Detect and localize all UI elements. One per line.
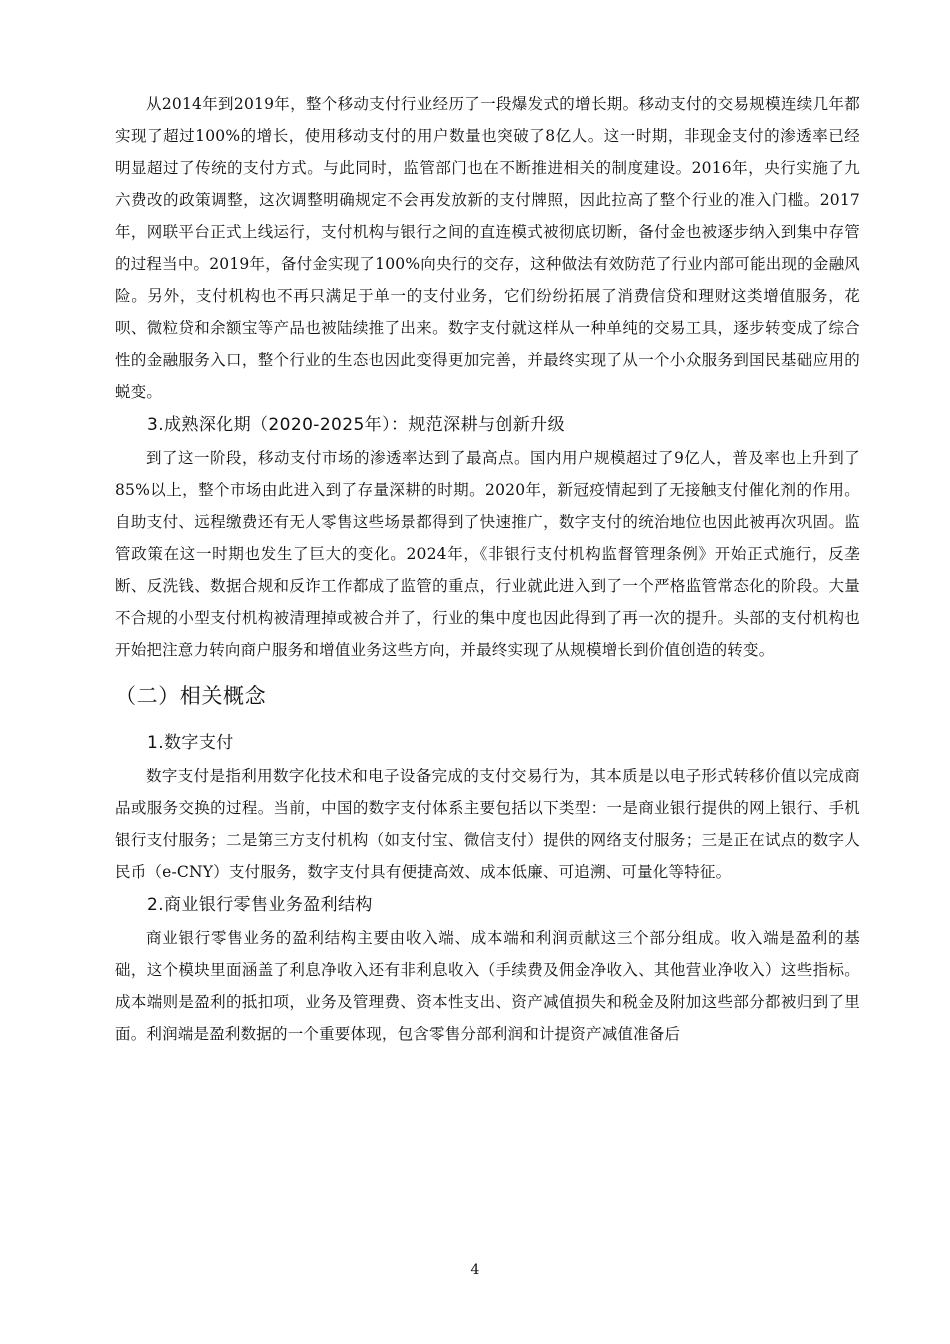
paragraph-growth-period: 从2014年到2019年，整个移动支付行业经历了一段爆发式的增长期。移动支付的交易规模连续几年都实现了超过100%的增长，使用移动支付的用户数量也突破了8亿人。这一时期，非现金支付的渗透率已经明显超过了传统的支付方式。与此同时，监管部门也在不断推进相关的制度建设。2016年，央行实施了九六费改的政策调整，这次调整明确规定不会再发放新的支付牌照，因此拉高了整个行业的准入门槛。2017年，网联平台正式上线运行，支付机构与银行之间的直连模式被彻底切断，备付金也被逐步纳入到集中存管的过程当中。2019年，备付金实现了100%向央行的交存，这种做法有效防范了行业内部可能出现的金融风险。另外，支付机构也不再只满足于单一的支付业务，它们纷纷拓展了消费信贷和理财这类增值服务，花呗、微粒贷和余额宝等产品也被陆续推了出来。数字支付就这样从一种单纯的交易工具，逐步转变成了综合性的金融服务入口，整个行业的生态也因此变得更加完善，并最终实现了从一个小众服务到国民基础应用的蜕变。 (115, 95, 860, 401)
paragraph-digital-payment: 数字支付是指利用数字化技术和电子设备完成的支付交易行为，其本质是以电子形式转移价值以完成商品或服务交换的过程。当前，中国的数字支付体系主要包括以下类型：一是商业银行提供的网上银行、手机银行支付服务；二是第三方支付机构（如支付宝、微信支付）提供的网络支付服务；三是正在试点的数字人民币（e-CNY）支付服务，数字支付具有便捷高效、成本低廉、可追溯、可量化等特征。 (115, 767, 860, 881)
page-number: 4 (470, 1262, 480, 1278)
paragraph-retail-profit-structure: 商业银行零售业务的盈利结构主要由收入端、成本端和利润贡献这三个部分组成。收入端是盈利的基础，这个模块里面涵盖了利息净收入还有非利息收入（手续费及佣金净收入、其他营业净收入）这些指标。成本端则是盈利的抵扣项，业务及管理费、资本性支出、资产减值损失和税金及附加这些部分都被归到了里面。利润端是盈利数据的一个重要体现，包含零售分部利润和计提资产减值准备后 (115, 929, 860, 1043)
heading-retail-profit-structure: 2.商业银行零售业务盈利结构 (147, 895, 373, 915)
section-heading-related-concepts: （二）相关概念 (115, 684, 267, 708)
heading-digital-payment: 1.数字支付 (147, 733, 234, 753)
heading-maturity-stage: 3.成熟深化期（2020-2025年）：规范深耕与创新升级 (147, 415, 565, 435)
paragraph-maturity-stage: 到了这一阶段，移动支付市场的渗透率达到了最高点。国内用户规模超过了9亿人，普及率也上升到了85%以上，整个市场由此进入到了存量深耕的时期。2020年，新冠疫情起到了无接触支付催化剂的作用。自助支付、远程缴费还有无人零售这些场景都得到了快速推广，数字支付的统治地位也因此被再次巩固。监管政策在这一时期也发生了巨大的变化。2024年，《非银行支付机构监督管理条例》开始正式施行，反垄断、反洗钱、数据合规和反诈工作都成了监管的重点，行业就此进入到了一个严格监管常态化的阶段。大量不合规的小型支付机构被清理掉或被合并了，行业的集中度也因此得到了再一次的提升。头部的支付机构也开始把注意力转向商户服务和增值业务这些方向，并最终实现了从规模增长到价值创造的转变。 (115, 449, 860, 659)
page-content (115, 88, 860, 1050)
